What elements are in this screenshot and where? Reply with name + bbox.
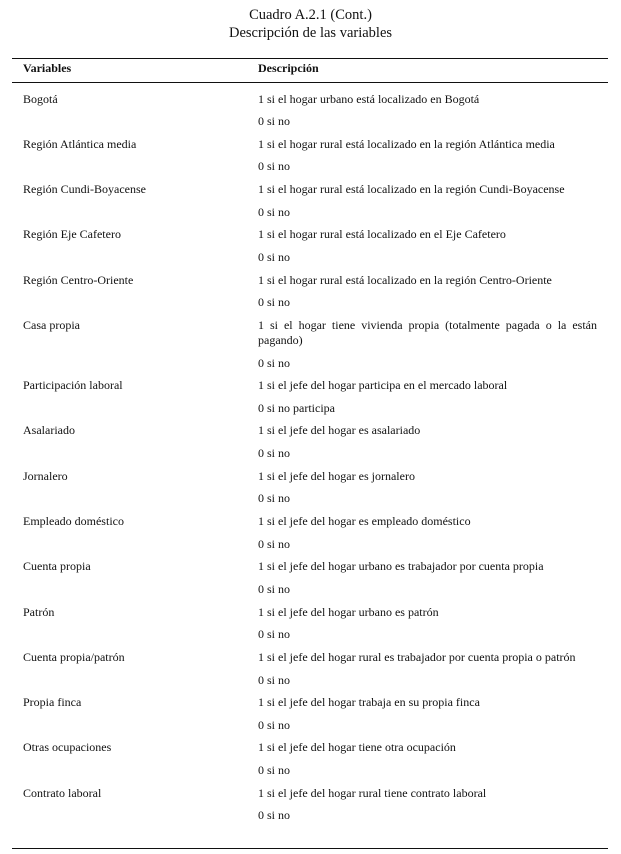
variable-name: Región Cundi-Boyacense: [23, 182, 146, 197]
description-line: 0 si no: [258, 581, 291, 596]
variable-name: Propia finca: [23, 695, 82, 710]
variable-description: [258, 423, 597, 461]
variable-description: [258, 740, 597, 778]
table-row: [0, 423, 621, 461]
description-line: 1 si el hogar rural está localizado en el Eje Cafetero: [258, 227, 506, 242]
table-caption: Cuadro A.2.1 (Cont.): [249, 7, 372, 23]
description-line: 0 si no: [258, 355, 291, 370]
table-title: Descripción de las variables: [228, 25, 393, 41]
description-line: 0 si no: [258, 763, 291, 778]
description-line: 0 si no: [258, 204, 291, 219]
table-row: [0, 740, 621, 778]
description-line: 0 si no: [258, 672, 291, 687]
variable-description: [258, 137, 597, 175]
variable-name: Región Atlántica media: [23, 136, 137, 151]
description-line: 1 si el jefe del hogar es asalariado: [258, 423, 421, 438]
description-line: 1 si el jefe del hogar participa en el mercado laboral: [258, 378, 508, 393]
variable-name: Región Centro-Oriente: [23, 272, 134, 287]
variable-description: [258, 318, 597, 371]
variable-description: [258, 559, 597, 597]
bottom-rule: [12, 848, 608, 849]
description-line: 0 si no: [258, 249, 291, 264]
variable-description: [258, 378, 597, 416]
table-row: [0, 92, 621, 130]
table-row: [0, 273, 621, 311]
header-descripcion: Descripción: [258, 61, 319, 75]
variable-description: [258, 273, 597, 311]
variable-name: Patrón: [23, 604, 55, 619]
variable-name: Bogotá: [23, 91, 58, 106]
table-row: [0, 318, 621, 371]
description-line: 1 si el jefe del hogar es jornalero: [258, 468, 415, 483]
table-row: [0, 514, 621, 552]
description-line: 0 si no: [258, 114, 291, 129]
description-line: 1 si el jefe del hogar tiene otra ocupación: [258, 740, 456, 755]
description-line: 0 si no: [258, 491, 291, 506]
table-row: [0, 786, 621, 824]
variable-name: Asalariado: [23, 423, 75, 438]
variable-name: Contrato laboral: [23, 785, 102, 800]
variable-name: Cuenta propia/patrón: [23, 649, 125, 664]
variable-description: [258, 182, 597, 220]
description-line: 1 si el hogar tiene vivienda propia (totalmente pagada o la están pagando): [258, 317, 597, 347]
table-row: [0, 137, 621, 175]
description-line: 0 si no: [258, 627, 291, 642]
table-row: [0, 182, 621, 220]
description-line: 1 si el jefe del hogar urbano es patrón: [258, 604, 439, 619]
table-row: [0, 650, 621, 688]
table-row: [0, 469, 621, 507]
variable-name: Empleado doméstico: [23, 514, 124, 529]
variable-description: [258, 605, 597, 643]
variable-description: [258, 695, 597, 733]
description-line: 0 si no: [258, 446, 291, 461]
variable-description: [258, 786, 597, 824]
variable-name: Participación laboral: [23, 378, 123, 393]
description-line: 0 si no: [258, 717, 291, 732]
variable-name: Cuenta propia: [23, 559, 91, 574]
description-line: 1 si el hogar urbano está localizado en Bogotá: [258, 91, 480, 106]
variable-name: Jornalero: [23, 468, 68, 483]
variable-name: Otras ocupaciones: [23, 740, 112, 755]
table-row: [0, 605, 621, 643]
table-row: [0, 378, 621, 416]
table-row: [0, 695, 621, 733]
variable-description: [258, 514, 597, 552]
description-line: 0 si no participa: [258, 400, 335, 415]
description-line: 1 si el hogar rural está localizado en la región Atlántica media: [258, 136, 555, 151]
description-line: 0 si no: [258, 295, 291, 310]
table-row: [0, 559, 621, 597]
header-variables: Variables: [23, 61, 72, 75]
variable-name: Casa propia: [23, 317, 80, 332]
description-line: 0 si no: [258, 808, 291, 823]
description-line: 1 si el jefe del hogar trabaja en su propia finca: [258, 695, 480, 710]
variable-description: [258, 469, 597, 507]
description-line: 1 si el hogar rural está localizado en la región Cundi-Boyacense: [258, 182, 565, 197]
description-line: 1 si el jefe del hogar rural tiene contrato laboral: [258, 785, 487, 800]
description-line: 1 si el jefe del hogar es empleado doméstico: [258, 514, 471, 529]
table-body: [0, 92, 621, 832]
header-rule: [12, 82, 608, 83]
description-line: 0 si no: [258, 159, 291, 174]
description-line: 0 si no: [258, 536, 291, 551]
variable-description: [258, 92, 597, 130]
table-row: [0, 227, 621, 265]
description-line: 1 si el jefe del hogar rural es trabajador por cuenta propia o patrón: [258, 649, 576, 664]
variable-description: [258, 227, 597, 265]
description-line: 1 si el hogar rural está localizado en la región Centro-Oriente: [258, 272, 552, 287]
description-line: 1 si el jefe del hogar urbano es trabajador por cuenta propia: [258, 559, 544, 574]
top-rule: [12, 58, 608, 59]
variable-name: Región Eje Cafetero: [23, 227, 121, 242]
variable-description: [258, 650, 597, 688]
